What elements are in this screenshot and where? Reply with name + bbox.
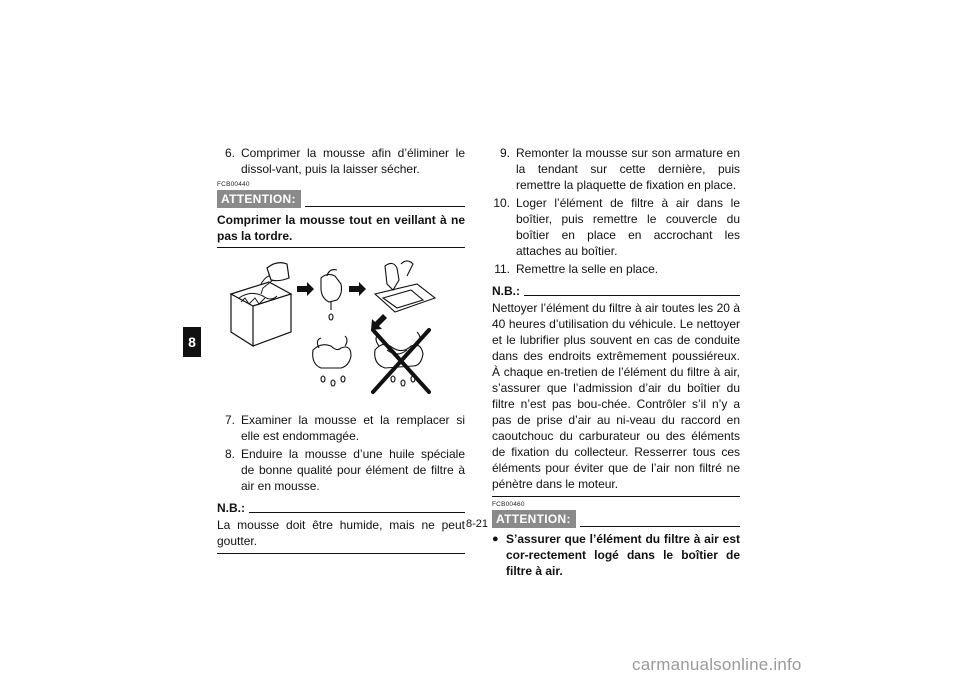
step-9 [492, 145, 740, 193]
attention-text: Comprimer la mousse tout en veillant à ne pas la tordre. [217, 213, 465, 243]
attention-badge: ATTENTION: [217, 190, 301, 208]
squeeze-hands-icon [321, 270, 342, 320]
note-end-rule [492, 496, 740, 497]
step-text: Comprimer la mousse afin d’éliminer le dissol-vant, puis la laisser sécher. [241, 146, 465, 176]
note-header [492, 283, 740, 299]
page-number: 8-21 [466, 518, 489, 530]
note-rule [524, 295, 740, 296]
step-text: Loger l’élément de filtre à air dans le boîtier, puis remettre le couvercle du boîtier en place en accrochant les attaches au boîtier. [516, 196, 740, 258]
attention-code: FCB00440 [217, 181, 250, 188]
attention-end-rule [217, 247, 465, 248]
step-6 [217, 145, 465, 177]
right-column [492, 145, 740, 579]
step-7 [217, 412, 465, 444]
note-header [217, 500, 465, 516]
foam-squeeze-illustration [217, 254, 465, 404]
note-end-rule [217, 553, 465, 554]
step-number: 6. [224, 146, 235, 160]
step-8 [217, 446, 465, 494]
step-number: 9. [499, 146, 510, 160]
step-number: 7. [224, 413, 235, 427]
squeeze-foam-ok-icon [313, 336, 351, 386]
step-number: 11. [494, 262, 510, 276]
note-rule [249, 512, 465, 513]
step-10 [492, 195, 740, 259]
note-text: La mousse doit être humide, mais ne peut goutter. [217, 518, 465, 548]
attention-header [492, 510, 740, 528]
chapter-number: 8 [188, 334, 196, 350]
watermark: carmanualsonline.info [632, 655, 802, 674]
step-text: Enduire la mousse d’une huile spéciale de bonne qualité pour élément de filtre à air en mousse. [241, 447, 465, 493]
note-label: N.B.: [217, 501, 245, 515]
arrow-right-icon [297, 282, 314, 296]
note-text: Nettoyer l’élément du filtre à air toutes les 20 à 40 heures d’utilisation du véhicule. Le nettoyer et le lubrifier plus souvent en cas de conduite dans des endroits extrêmement poussiéreux. À chaque en-tretien de l’élément du filtre à air, s’assurer que l’admission d’air du boîtier du filtre n’est pas bou-chée. Contrôler s’il n’y a pas de prise d’air au ni-veau du raccord en caoutchouc du carburateur ou des éléments de fixation du collecteur. Resserrer tous ces éléments pour éviter que de l’air non filtré ne pénètre dans le moteur. [492, 301, 740, 491]
step-text: Remettre la selle en place. [516, 262, 659, 276]
attention-rule [580, 526, 740, 527]
note-label: N.B.: [492, 284, 520, 298]
chapter-tab [183, 327, 201, 357]
step-text: Remonter la mousse sur son armature en la tendant sur cette dernière, puis remettre la plaquette de fixation en place. [516, 146, 740, 192]
solvent-tub-icon [231, 263, 291, 346]
attention-rule [305, 206, 465, 207]
step-number: 8. [224, 447, 235, 461]
arrow-down-left-icon [371, 314, 387, 330]
left-column [217, 145, 465, 554]
bullet-dot-icon: ● [492, 533, 499, 545]
step-number: 10. [493, 196, 510, 210]
foam-on-cloth-icon [375, 261, 435, 312]
attention-bullet [492, 531, 740, 579]
step-11 [492, 261, 740, 277]
bullet-text: S’assurer que l’élément du filtre à air est cor-rectement logé dans le boîtier de filtre à air. [506, 532, 740, 578]
arrow-right-icon [349, 282, 366, 296]
step-text: Examiner la mousse et la remplacer si elle est endommagée. [241, 413, 465, 443]
attention-code: FCB00460 [492, 501, 525, 508]
attention-header [217, 190, 465, 208]
attention-badge: ATTENTION: [492, 510, 576, 528]
